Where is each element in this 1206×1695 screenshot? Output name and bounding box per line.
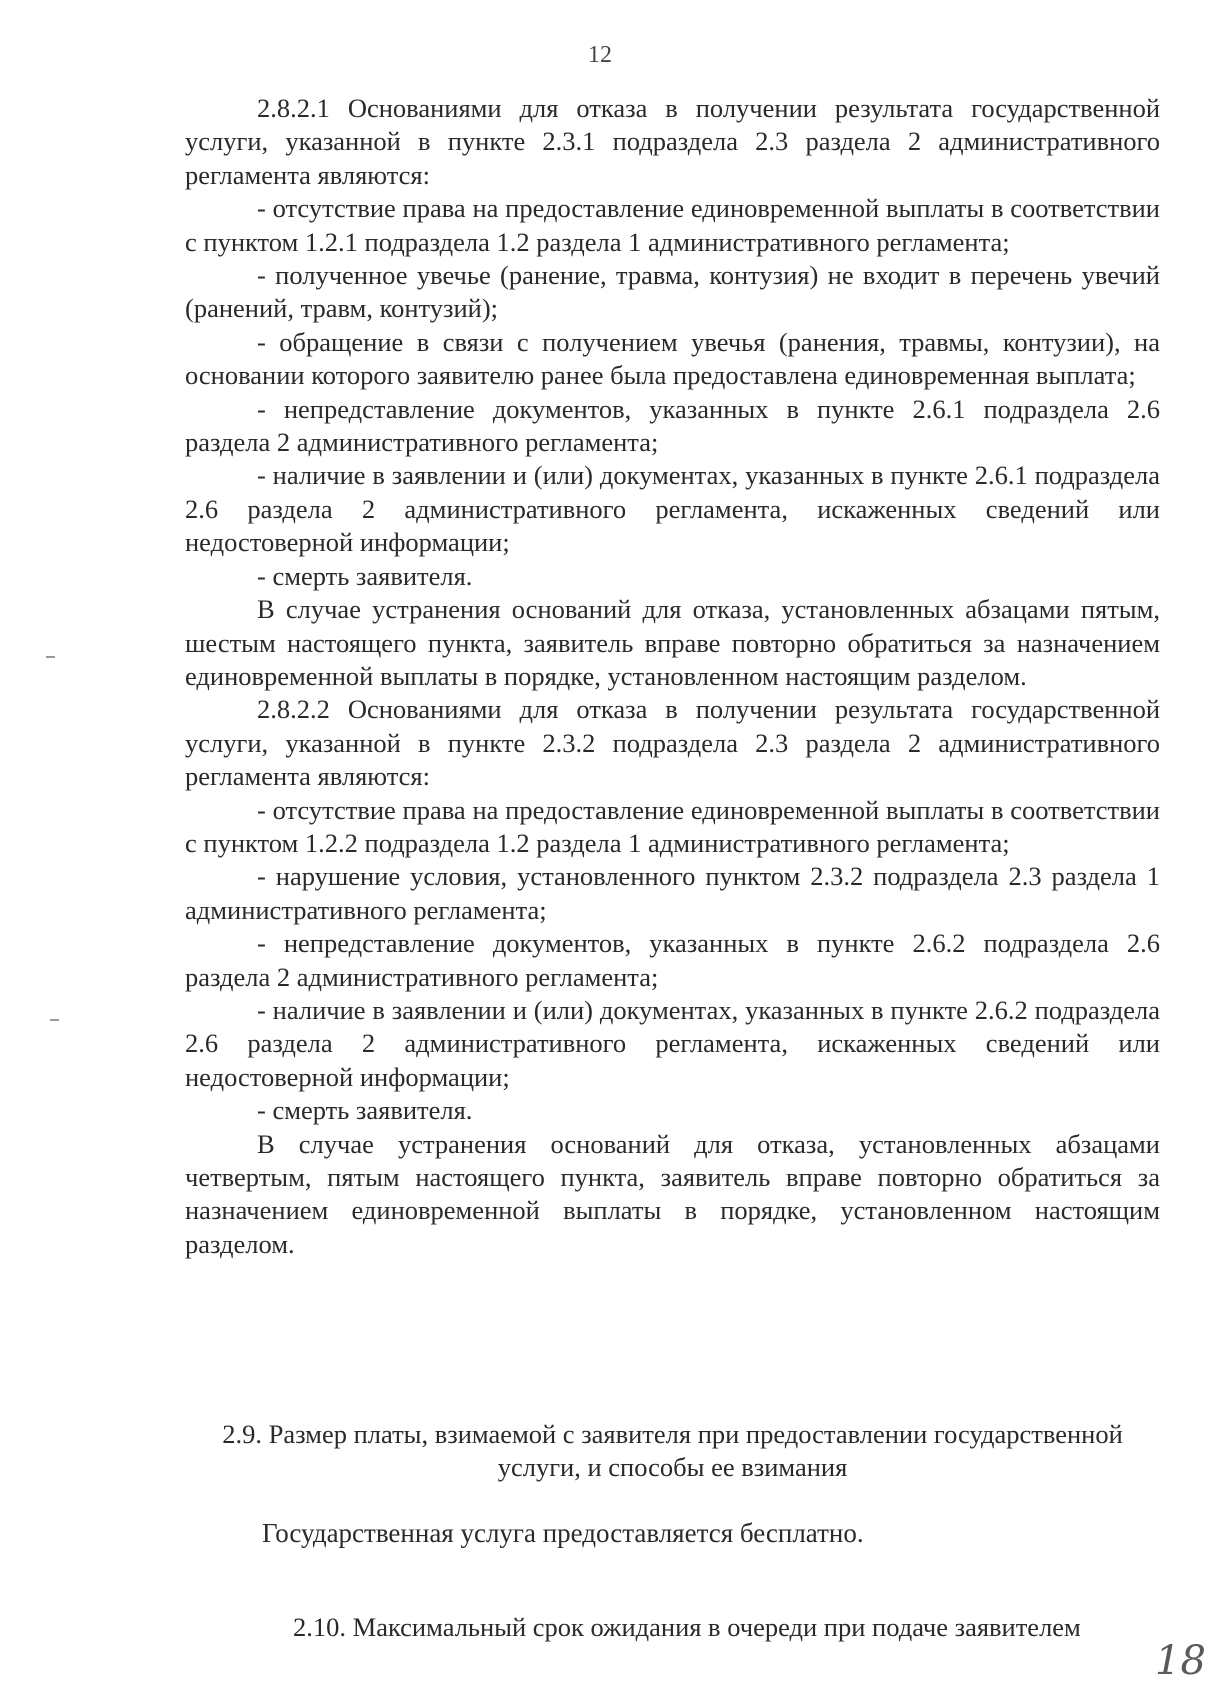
list-item: - наличие в заявлении и (или) документах, указанных в пункте 2.6.2 подраздела 2.6 раздела 2 административного регламента, искаженных сведений или недостоверной информации; bbox=[185, 994, 1160, 1092]
list-item: - смерть заявителя. bbox=[257, 560, 473, 591]
paragraph-remedy: В случае устранения оснований для отказа, установленных абзацами четвертым, пятым настоящего пункта, заявитель вправе повторно обратиться за назначением единовременной выплаты в порядке, установленном настоящим разделом. bbox=[185, 1128, 1160, 1259]
list-item: - нарушение условия, установленного пунктом 2.3.2 подраздела 2.3 раздела 1 административного регламента; bbox=[185, 861, 1160, 925]
paragraph-2-8-2-2: 2.8.2.2 Основаниями для отказа в получении результата государственной услуги, указанной в пункте 2.3.2 подраздела 2.3 раздела 2 административного регламента являются: bbox=[185, 694, 1160, 792]
handwritten-page-number: 18 bbox=[1155, 1638, 1206, 1684]
list-item: - отсутствие права на предоставление единовременной выплаты в соответствии с пунктом 1.2.1 подраздела 1.2 раздела 1 административного регламента; bbox=[185, 193, 1160, 257]
section-2-9-heading-line1: 2.9. Размер платы, взимаемой с заявителя при предоставлении государственной bbox=[222, 1419, 1123, 1449]
document-body bbox=[185, 92, 1160, 1261]
page-number: 12 bbox=[588, 42, 612, 68]
list-item: - наличие в заявлении и (или) документах, указанных в пункте 2.6.1 подраздела 2.6 раздела 2 административного регламента, искаженных сведений или недостоверной информации; bbox=[185, 460, 1160, 558]
paragraph-2-8-2-1: 2.8.2.1 Основаниями для отказа в получении результата государственной услуги, указанной в пункте 2.3.1 подраздела 2.3 раздела 2 административного регламента являются: bbox=[185, 93, 1160, 190]
scan-margin-mark bbox=[50, 1019, 59, 1021]
list-item: - непредставление документов, указанных в пункте 2.6.2 подраздела 2.6 раздела 2 административного регламента; bbox=[185, 928, 1160, 992]
list-item: - смерть заявителя. bbox=[257, 1095, 473, 1126]
scan-margin-mark bbox=[46, 656, 55, 658]
section-2-10-heading: 2.10. Максимальный срок ожидания в очереди при подаче заявителем bbox=[293, 1612, 1081, 1642]
list-item: - непредставление документов, указанных в пункте 2.6.1 подраздела 2.6 раздела 2 административного регламента; bbox=[185, 393, 1160, 458]
list-item: - отсутствие права на предоставление единовременной выплаты в соответствии с пунктом 1.2.2 подраздела 1.2 раздела 1 административного регламента; bbox=[185, 794, 1160, 858]
section-2-9-heading bbox=[185, 1418, 1160, 1484]
list-item: - обращение в связи с получением увечья (ранения, травмы, контузии), на основании которого заявителю ранее была предоставлена единовременная выплата; bbox=[185, 326, 1160, 391]
paragraph-remedy: В случае устранения оснований для отказа, установленных абзацами пятым, шестым настоящего пункта, заявитель вправе повторно обратиться за назначением единовременной выплаты в порядке, установленном настоящим разделом. bbox=[185, 594, 1160, 691]
free-of-charge-text: Государственная услуга предоставляется бесплатно. bbox=[262, 1518, 864, 1548]
list-item: - полученное увечье (ранение, травма, контузия) не входит в перечень увечий (ранений, травм, контузий); bbox=[185, 260, 1160, 324]
section-2-9-heading-line2: услуги, и способы ее взимания bbox=[497, 1452, 848, 1482]
